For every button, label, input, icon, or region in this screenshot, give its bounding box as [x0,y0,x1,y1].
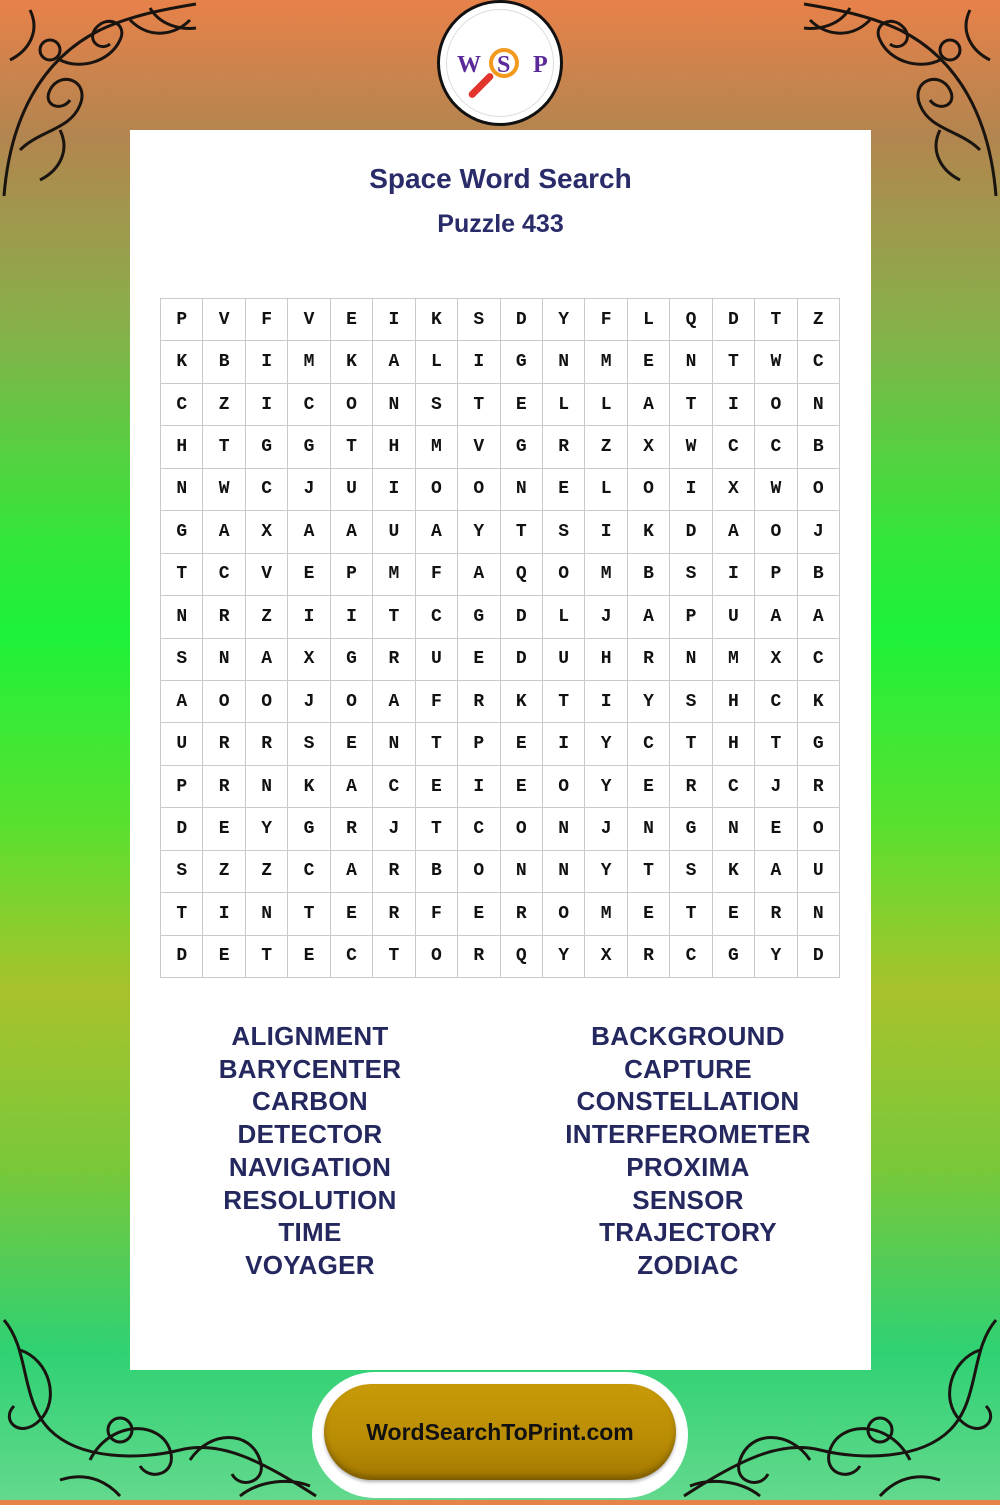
grid-cell[interactable]: R [670,766,712,808]
grid-cell[interactable]: T [670,893,712,935]
grid-cell[interactable]: O [203,681,245,723]
grid-cell[interactable]: G [798,723,840,765]
grid-cell[interactable]: T [373,596,415,638]
grid-cell[interactable]: A [246,639,288,681]
word-list-item: TIME [278,1217,342,1248]
word-list-item: INTERFEROMETER [565,1119,811,1150]
grid-cell[interactable]: T [670,384,712,426]
grid-cell[interactable]: N [798,384,840,426]
grid-cell[interactable]: U [331,469,373,511]
grid-cell[interactable]: G [670,808,712,850]
grid-cell[interactable]: O [543,554,585,596]
grid-cell[interactable]: O [416,936,458,978]
grid-cell[interactable]: R [798,766,840,808]
grid-cell[interactable]: N [246,893,288,935]
grid-cell[interactable]: E [628,341,670,383]
grid-cell[interactable]: R [246,723,288,765]
grid-cell[interactable]: T [713,341,755,383]
grid-cell[interactable]: D [501,596,543,638]
grid-cell[interactable]: Y [246,808,288,850]
word-list-item: CAPTURE [624,1053,752,1084]
grid-cell[interactable]: S [670,851,712,893]
grid-cell[interactable]: R [501,893,543,935]
grid-cell[interactable]: P [670,596,712,638]
grid-cell[interactable]: L [543,596,585,638]
grid-cell[interactable]: W [203,469,245,511]
grid-cell[interactable]: J [373,808,415,850]
grid-cell[interactable]: T [288,893,330,935]
grid-cell[interactable]: T [458,384,500,426]
grid-cell[interactable]: S [416,384,458,426]
grid-cell[interactable]: S [458,299,500,341]
grid-cell[interactable]: K [798,681,840,723]
grid-cell[interactable]: T [755,723,797,765]
grid-cell[interactable]: E [755,808,797,850]
website-link-button[interactable] [324,1384,676,1480]
grid-cell[interactable]: E [501,766,543,808]
grid-cell[interactable]: X [755,639,797,681]
grid-cell[interactable]: Y [543,299,585,341]
grid-cell[interactable]: K [628,511,670,553]
grid-cell[interactable]: A [458,554,500,596]
grid-cell[interactable]: I [246,384,288,426]
grid-cell[interactable]: O [501,808,543,850]
grid-cell[interactable]: R [331,808,373,850]
grid-cell[interactable]: V [203,299,245,341]
grid-cell[interactable]: O [798,808,840,850]
grid-cell[interactable]: T [203,426,245,468]
puzzle-number: Puzzle 433 [437,210,564,238]
grid-cell[interactable]: C [416,596,458,638]
grid-cell[interactable]: E [416,766,458,808]
grid-cell[interactable]: Z [798,299,840,341]
grid-cell[interactable]: O [543,766,585,808]
grid-cell[interactable]: R [628,639,670,681]
grid-cell[interactable]: O [458,469,500,511]
grid-cell[interactable]: Y [585,766,627,808]
grid-cell[interactable]: Z [246,596,288,638]
grid-cell[interactable]: Q [501,936,543,978]
grid-cell[interactable]: D [670,511,712,553]
grid-cell[interactable]: N [373,384,415,426]
grid-cell[interactable]: L [585,384,627,426]
grid-cell[interactable]: T [628,851,670,893]
page-title: Space Word Search [369,163,632,194]
grid-cell[interactable]: L [628,299,670,341]
grid-cell[interactable]: O [416,469,458,511]
grid-cell[interactable]: N [670,639,712,681]
grid-cell[interactable]: A [203,511,245,553]
grid-cell[interactable]: I [288,596,330,638]
grid-cell[interactable]: Z [246,851,288,893]
grid-cell[interactable]: C [288,851,330,893]
grid-cell[interactable]: I [203,893,245,935]
grid-cell[interactable]: K [713,851,755,893]
grid-cell[interactable]: I [585,681,627,723]
grid-cell[interactable]: G [288,426,330,468]
grid-cell[interactable]: S [161,851,203,893]
grid-cell[interactable]: H [713,723,755,765]
grid-cell[interactable]: E [458,639,500,681]
grid-cell[interactable]: Y [755,936,797,978]
grid-cell[interactable]: F [416,893,458,935]
word-list-item: CARBON [252,1086,368,1117]
grid-cell[interactable]: Z [203,851,245,893]
word-list-item: NAVIGATION [228,1151,392,1182]
grid-cell[interactable]: X [585,936,627,978]
grid-cell[interactable]: D [501,299,543,341]
grid-cell[interactable]: N [203,639,245,681]
grid-cell[interactable]: C [628,723,670,765]
grid-cell[interactable]: C [798,341,840,383]
grid-cell[interactable]: O [331,384,373,426]
grid-cell[interactable]: W [755,341,797,383]
grid-cell[interactable]: U [161,723,203,765]
word-list-item: ALIGNMENT [231,1021,389,1051]
grid-cell[interactable]: T [501,511,543,553]
grid-cell[interactable]: T [331,426,373,468]
grid-cell[interactable]: P [161,766,203,808]
grid-cell[interactable]: J [585,596,627,638]
grid-cell[interactable]: T [543,681,585,723]
grid-cell[interactable]: F [416,681,458,723]
grid-cell[interactable]: Z [203,384,245,426]
grid-cell[interactable]: R [543,426,585,468]
word-list-right [503,1020,873,1282]
grid-cell[interactable]: I [585,511,627,553]
puzzle-card [130,130,871,1370]
grid-cell[interactable]: P [458,723,500,765]
grid-cell[interactable]: E [458,893,500,935]
grid-cell[interactable]: R [458,936,500,978]
grid-cell[interactable]: T [416,808,458,850]
grid-cell[interactable]: L [543,384,585,426]
grid-cell[interactable]: M [288,341,330,383]
grid-cell[interactable]: C [331,936,373,978]
letter-grid [160,298,840,978]
grid-cell[interactable]: N [543,851,585,893]
grid-cell[interactable]: T [161,554,203,596]
grid-cell[interactable]: H [713,681,755,723]
grid-cell[interactable]: N [246,766,288,808]
grid-cell[interactable]: E [288,936,330,978]
grid-cell[interactable]: K [501,681,543,723]
grid-cell[interactable]: C [713,426,755,468]
grid-cell[interactable]: X [246,511,288,553]
grid-cell[interactable]: N [543,808,585,850]
grid-cell[interactable]: A [416,511,458,553]
grid-cell[interactable]: E [501,723,543,765]
grid-cell[interactable]: X [713,469,755,511]
grid-cell[interactable]: O [458,851,500,893]
grid-cell[interactable]: N [373,723,415,765]
grid-cell[interactable]: N [798,893,840,935]
grid-cell[interactable]: M [416,426,458,468]
grid-cell[interactable]: J [288,681,330,723]
grid-cell[interactable]: A [331,766,373,808]
grid-cell[interactable]: I [331,596,373,638]
grid-cell[interactable]: Y [628,681,670,723]
grid-cell[interactable]: A [373,341,415,383]
grid-cell[interactable]: C [203,554,245,596]
grid-cell[interactable]: A [331,511,373,553]
grid-cell[interactable]: T [755,299,797,341]
grid-cell[interactable]: M [373,554,415,596]
grid-cell[interactable]: S [543,511,585,553]
grid-cell[interactable]: O [246,681,288,723]
grid-cell[interactable]: E [331,893,373,935]
grid-cell[interactable]: C [373,766,415,808]
grid-cell[interactable]: U [713,596,755,638]
grid-cell[interactable]: C [161,384,203,426]
grid-cell[interactable]: B [628,554,670,596]
grid-cell[interactable]: O [331,681,373,723]
grid-cell[interactable]: E [501,384,543,426]
word-list-item: RESOLUTION [223,1184,397,1215]
grid-cell[interactable]: U [416,639,458,681]
grid-cell[interactable]: I [713,384,755,426]
grid-cell[interactable]: F [585,299,627,341]
grid-cell[interactable]: I [458,341,500,383]
grid-cell[interactable]: D [501,639,543,681]
grid-cell[interactable]: Z [585,426,627,468]
grid-cell[interactable]: C [755,681,797,723]
grid-cell[interactable]: C [458,808,500,850]
grid-cell[interactable]: K [416,299,458,341]
grid-cell[interactable]: G [713,936,755,978]
grid-cell[interactable]: J [585,808,627,850]
word-list-item: BARYCENTER [218,1053,402,1084]
grid-cell[interactable]: C [288,384,330,426]
grid-cell[interactable]: G [161,511,203,553]
grid-cell[interactable]: N [161,469,203,511]
logo-badge [446,9,554,117]
grid-cell[interactable]: E [628,893,670,935]
word-list-item: ZODIAC [637,1249,739,1280]
grid-cell[interactable]: U [798,851,840,893]
grid-cell[interactable]: M [585,893,627,935]
grid-cell[interactable]: N [501,469,543,511]
grid-cell[interactable]: P [331,554,373,596]
grid-cell[interactable]: E [628,766,670,808]
word-list-item: PROXIMA [626,1151,750,1182]
footer-badge [312,1372,688,1498]
grid-cell[interactable]: O [755,384,797,426]
grid-cell[interactable]: R [203,766,245,808]
grid-cell[interactable]: A [288,511,330,553]
grid-cell[interactable]: J [755,766,797,808]
grid-cell[interactable]: B [416,851,458,893]
grid-cell[interactable]: R [755,893,797,935]
grid-cell[interactable]: N [713,808,755,850]
grid-cell[interactable]: T [161,893,203,935]
grid-cell[interactable]: S [670,554,712,596]
grid-cell[interactable]: N [501,851,543,893]
grid-cell[interactable]: E [288,554,330,596]
grid-cell[interactable]: I [373,299,415,341]
grid-cell[interactable]: A [373,681,415,723]
grid-cell[interactable]: R [458,681,500,723]
grid-cell[interactable]: W [755,469,797,511]
grid-cell[interactable]: C [246,469,288,511]
grid-cell[interactable]: Y [585,723,627,765]
grid-cell[interactable]: G [501,341,543,383]
grid-cell[interactable]: P [161,299,203,341]
grid-cell[interactable]: X [288,639,330,681]
grid-cell[interactable]: T [373,936,415,978]
grid-cell[interactable]: N [161,596,203,638]
grid-cell[interactable]: U [373,511,415,553]
word-list-item: TRAJECTORY [599,1217,777,1248]
grid-cell[interactable]: K [161,341,203,383]
grid-cell[interactable]: B [798,426,840,468]
grid-cell[interactable]: D [798,936,840,978]
grid-cell[interactable]: O [798,469,840,511]
grid-cell[interactable]: S [670,681,712,723]
grid-cell[interactable]: E [713,893,755,935]
grid-cell[interactable]: T [670,723,712,765]
grid-cell[interactable]: D [161,936,203,978]
grid-cell[interactable]: A [713,511,755,553]
grid-cell[interactable]: A [628,384,670,426]
grid-cell[interactable]: M [585,341,627,383]
grid-cell[interactable]: R [203,723,245,765]
grid-cell[interactable]: I [458,766,500,808]
grid-cell[interactable]: E [331,299,373,341]
grid-cell[interactable]: O [628,469,670,511]
grid-cell[interactable]: D [713,299,755,341]
grid-cell[interactable]: I [713,554,755,596]
grid-cell[interactable]: A [798,596,840,638]
logo-letter-w: W [457,52,481,78]
grid-cell[interactable]: V [288,299,330,341]
grid-cell[interactable]: G [246,426,288,468]
grid-cell[interactable]: E [331,723,373,765]
grid-cell[interactable]: M [713,639,755,681]
logo-letter-s: S [497,52,511,78]
grid-cell[interactable]: R [373,851,415,893]
grid-cell[interactable]: C [670,936,712,978]
grid-cell[interactable]: H [373,426,415,468]
grid-cell[interactable]: O [543,893,585,935]
grid-cell[interactable]: R [628,936,670,978]
grid-cell[interactable]: R [373,893,415,935]
grid-cell[interactable]: S [288,723,330,765]
grid-cell[interactable]: A [331,851,373,893]
grid-cell[interactable]: V [246,554,288,596]
grid-cell[interactable]: T [416,723,458,765]
grid-cell[interactable]: E [543,469,585,511]
grid-cell[interactable]: L [585,469,627,511]
word-list-item: VOYAGER [245,1249,375,1280]
word-list-item: DETECTOR [237,1119,383,1150]
grid-cell[interactable]: Y [585,851,627,893]
grid-cell[interactable]: G [501,426,543,468]
grid-cell[interactable]: G [288,808,330,850]
wsp-logo [437,0,563,126]
grid-cell[interactable]: J [798,511,840,553]
word-list-left [125,1020,495,1282]
grid-cell[interactable]: W [670,426,712,468]
grid-cell[interactable]: I [373,469,415,511]
word-list-item: SENSOR [632,1184,744,1215]
grid-cell[interactable]: F [246,299,288,341]
grid-cell[interactable]: I [670,469,712,511]
word-list-item: CONSTELLATION [576,1086,800,1117]
grid-cell[interactable]: A [628,596,670,638]
grid-cell[interactable]: H [585,639,627,681]
grid-cell[interactable]: Y [543,936,585,978]
grid-cell[interactable]: K [331,341,373,383]
grid-cell[interactable]: R [373,639,415,681]
grid-cell[interactable]: Q [670,299,712,341]
grid-cell[interactable]: B [203,341,245,383]
grid-cell[interactable]: V [458,426,500,468]
website-link-text: WordSearchToPrint.com [366,1418,634,1445]
grid-cell[interactable]: L [416,341,458,383]
grid-cell[interactable]: G [331,639,373,681]
grid-cell[interactable]: K [288,766,330,808]
grid-cell[interactable]: O [755,511,797,553]
grid-cell[interactable]: Y [458,511,500,553]
grid-cell[interactable]: E [203,936,245,978]
grid-cell[interactable]: C [713,766,755,808]
grid-cell[interactable]: C [798,639,840,681]
word-list-item: BACKGROUND [591,1021,785,1051]
grid-cell[interactable]: R [203,596,245,638]
grid-cell[interactable]: P [755,554,797,596]
grid-cell[interactable]: B [798,554,840,596]
logo-letter-p: P [533,52,548,78]
grid-cell[interactable]: H [161,426,203,468]
grid-cell[interactable]: X [628,426,670,468]
grid-cell[interactable]: U [543,639,585,681]
grid-cell[interactable]: A [755,596,797,638]
grid-cell[interactable]: C [755,426,797,468]
grid-cell[interactable]: T [246,936,288,978]
grid-cell[interactable]: N [628,808,670,850]
grid-cell[interactable]: Q [501,554,543,596]
grid-cell[interactable]: J [288,469,330,511]
grid-cell[interactable]: M [585,554,627,596]
grid-cell[interactable]: I [246,341,288,383]
grid-cell[interactable]: A [161,681,203,723]
grid-cell[interactable]: I [543,723,585,765]
grid-cell[interactable]: F [416,554,458,596]
grid-cell[interactable]: D [161,808,203,850]
grid-cell[interactable]: S [161,639,203,681]
grid-cell[interactable]: N [670,341,712,383]
grid-cell[interactable]: E [203,808,245,850]
grid-cell[interactable]: A [755,851,797,893]
grid-cell[interactable]: N [543,341,585,383]
grid-cell[interactable]: G [458,596,500,638]
